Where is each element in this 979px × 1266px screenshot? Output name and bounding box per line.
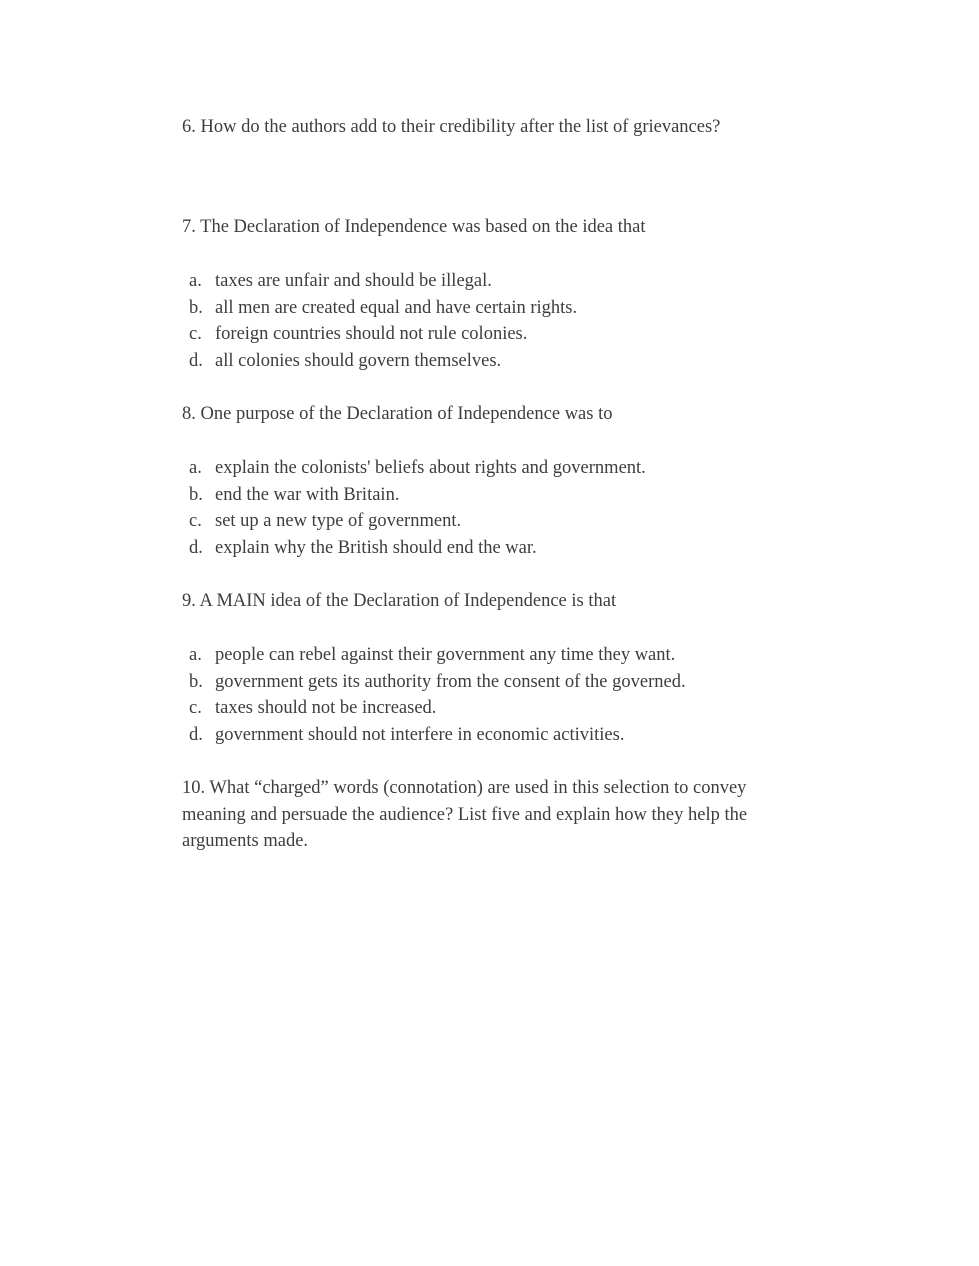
option-text: all men are created equal and have certain rights. (215, 297, 578, 318)
option-letter: d. (189, 537, 203, 558)
option-letter: d. (189, 350, 203, 371)
option-text: end the war with Britain. (215, 484, 400, 505)
question-8-option-c (182, 508, 646, 535)
question-9-option-d (182, 722, 686, 749)
question-7-option-a (182, 268, 577, 295)
option-letter: b. (189, 484, 203, 505)
option-text: foreign countries should not rule colonies. (215, 324, 528, 344)
option-letter: c. (189, 511, 202, 531)
option-letter: d. (189, 724, 203, 745)
question-7-prompt: 7. The Declaration of Independence was based on the idea that (182, 217, 646, 237)
option-letter: a. (189, 645, 202, 665)
question-7-option-d (182, 348, 577, 375)
option-text: all colonies should govern themselves. (215, 350, 502, 371)
option-text: set up a new type of government. (215, 511, 462, 531)
option-text: people can rebel against their government any time they want. (215, 645, 676, 665)
question-8-option-b (182, 482, 646, 509)
question-9-option-b (182, 669, 686, 696)
question-8-option-a (182, 455, 646, 482)
option-letter: c. (189, 698, 202, 718)
option-text: government gets its authority from the consent of the governed. (215, 671, 686, 692)
question-9-prompt: 9. A MAIN idea of the Declaration of Independence is that (182, 591, 617, 611)
option-letter: c. (189, 324, 202, 344)
option-text: government should not interfere in economic activities. (215, 724, 625, 745)
question-7-option-b (182, 295, 577, 322)
question-7-option-c (182, 321, 577, 348)
option-text: explain why the British should end the war. (215, 537, 537, 558)
question-9-option-a (182, 642, 686, 669)
option-text: taxes are unfair and should be illegal. (215, 271, 492, 291)
option-letter: a. (189, 458, 202, 478)
option-letter: b. (189, 671, 203, 692)
option-text: taxes should not be increased. (215, 698, 437, 718)
option-letter: a. (189, 271, 202, 291)
question-10-prompt: 10. What “charged” words (connotation) are used in this selection to convey meaning and persuade the audience? List five and explain how they help the arguments made. (182, 778, 748, 851)
question-8-prompt: 8. One purpose of the Declaration of Independence was to (182, 404, 613, 424)
question-8-options (182, 455, 646, 561)
option-letter: b. (189, 297, 203, 318)
question-9-options (182, 642, 686, 748)
question-9-option-c (182, 695, 686, 722)
question-7-options (182, 268, 577, 374)
option-text: explain the colonists' beliefs about rights and government. (215, 458, 646, 478)
question-6-prompt: 6. How do the authors add to their credibility after the list of grievances? (182, 117, 721, 137)
question-8-option-d (182, 535, 646, 562)
